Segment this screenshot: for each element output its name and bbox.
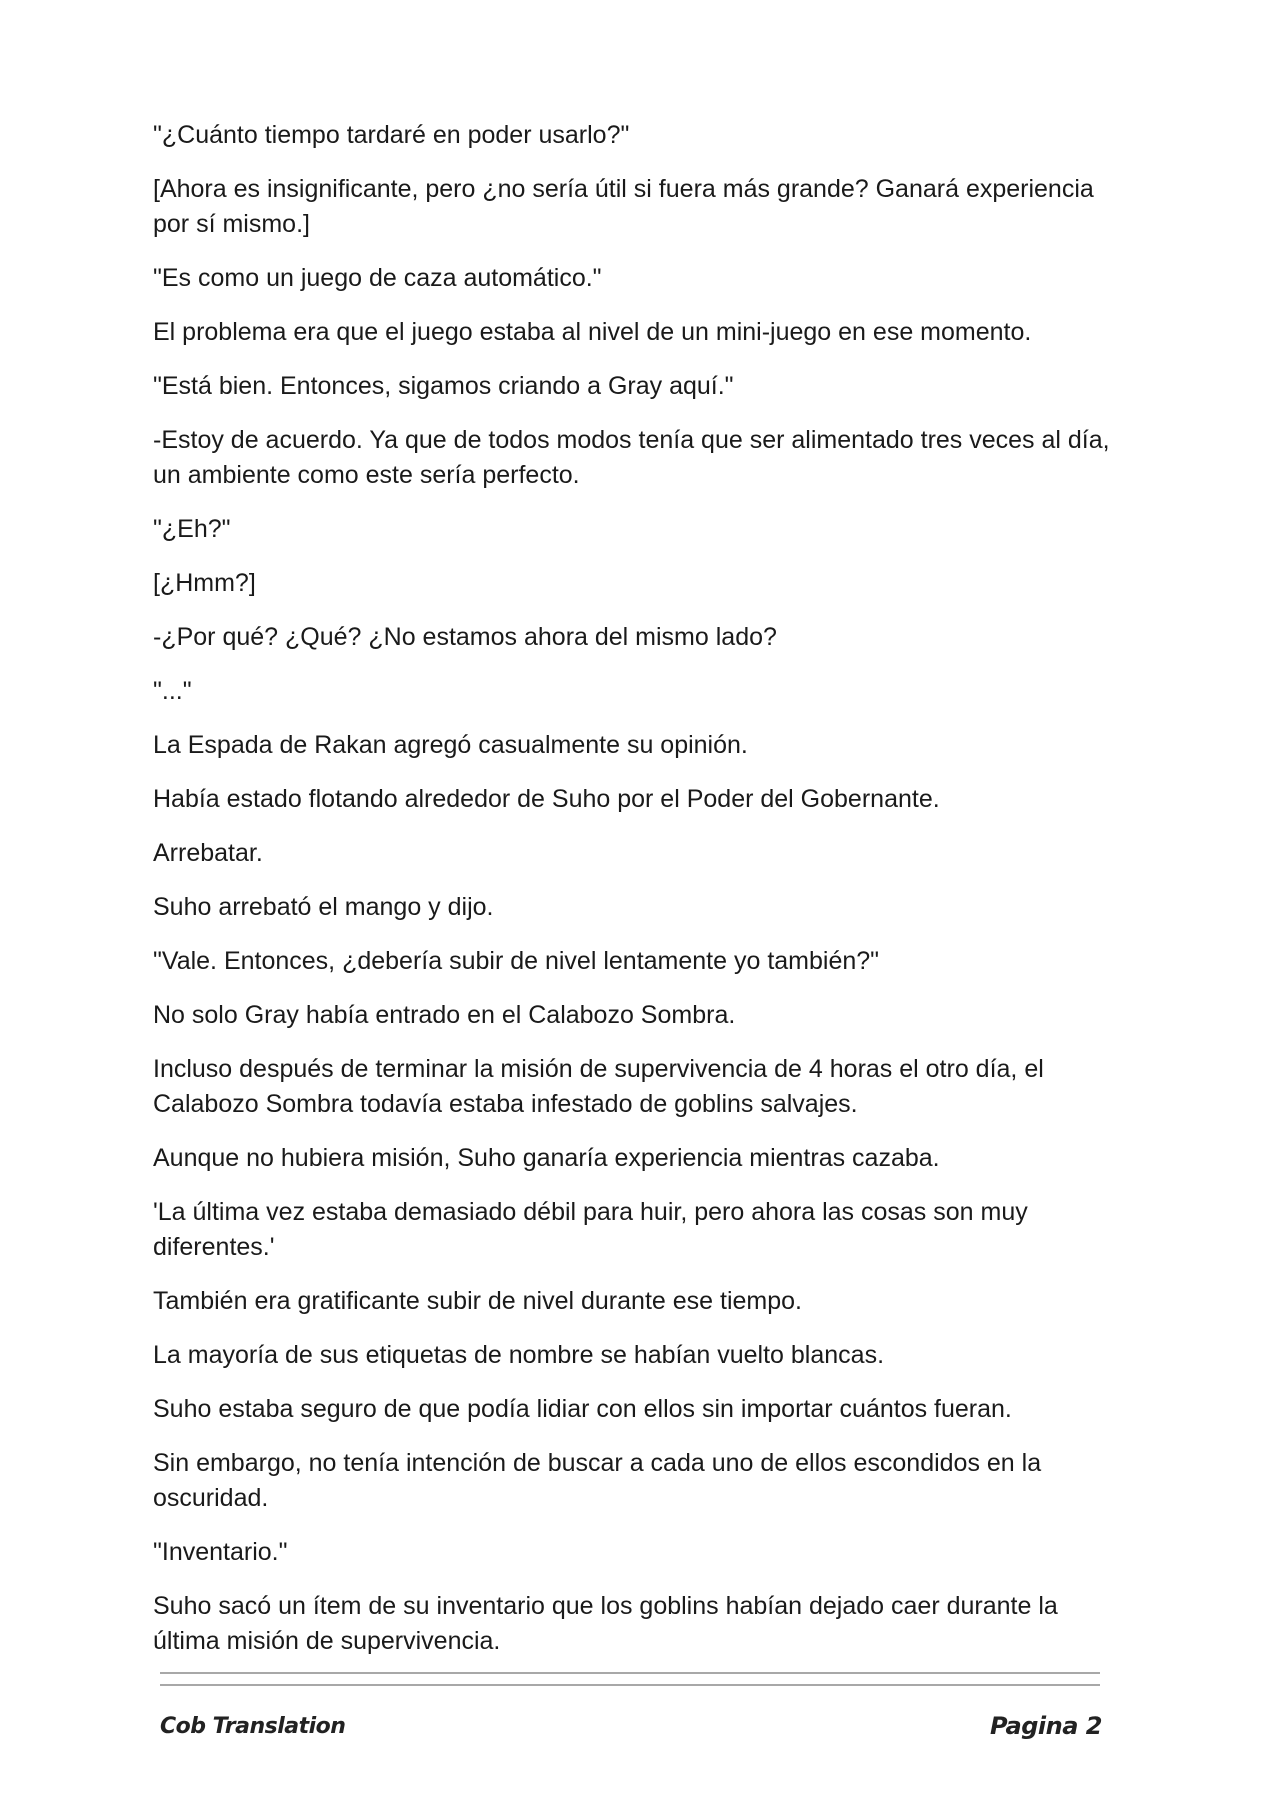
paragraph: "Es como un juego de caza automático."	[153, 264, 602, 292]
paragraph: "..."	[153, 677, 192, 705]
page-number: Pagina 2	[990, 1712, 1102, 1740]
paragraph: Arrebatar.	[153, 839, 263, 867]
paragraph: No solo Gray había entrado en el Calabozo Sombra.	[153, 1001, 736, 1029]
paragraph: La mayoría de sus etiquetas de nombre se habían vuelto blancas.	[153, 1341, 885, 1369]
paragraph: Aunque no hubiera misión, Suho ganaría experiencia mientras cazaba.	[153, 1144, 940, 1172]
paragraph: Incluso después de terminar la misión de supervivencia de 4 horas el otro día, el Calabozo Sombra todavía estaba infestado de goblins salvajes.	[153, 1055, 1044, 1118]
paragraph: El problema era que el juego estaba al nivel de un mini-juego en ese momento.	[153, 318, 1032, 346]
paragraph: "Inventario."	[153, 1538, 288, 1566]
paragraph: -Estoy de acuerdo. Ya que de todos modos tenía que ser alimentado tres veces al día, un ambiente como este sería perfecto.	[153, 426, 1110, 489]
paragraph: [Ahora es insignificante, pero ¿no sería útil si fuera más grande? Ganará experiencia por sí mismo.]	[153, 175, 1094, 238]
paragraph: "Está bien. Entonces, sigamos criando a Gray aquí."	[153, 372, 734, 400]
paragraph: Suho sacó un ítem de su inventario que los goblins habían dejado caer durante la última misión de supervivencia.	[153, 1592, 1058, 1655]
paragraph: También era gratificante subir de nivel durante ese tiempo.	[153, 1287, 802, 1315]
paragraph: La Espada de Rakan agregó casualmente su opinión.	[153, 731, 748, 759]
paragraph: Suho arrebató el mango y dijo.	[153, 893, 494, 921]
paragraph: -¿Por qué? ¿Qué? ¿No estamos ahora del mismo lado?	[153, 623, 777, 651]
paragraph: Había estado flotando alrededor de Suho por el Poder del Gobernante.	[153, 785, 940, 813]
paragraph: "Vale. Entonces, ¿debería subir de nivel lentamente yo también?"	[153, 947, 880, 975]
footer-divider-bottom	[160, 1684, 1100, 1686]
paragraph: 'La última vez estaba demasiado débil para huir, pero ahora las cosas son muy diferentes.'	[153, 1198, 1028, 1261]
paragraph: [¿Hmm?]	[153, 569, 256, 597]
paragraph: "¿Cuánto tiempo tardaré en poder usarlo?"	[153, 121, 630, 149]
paragraph: Suho estaba seguro de que podía lidiar con ellos sin importar cuántos fueran.	[153, 1395, 1012, 1423]
paragraph: "¿Eh?"	[153, 515, 231, 543]
paragraph: Sin embargo, no tenía intención de buscar a cada uno de ellos escondidos en la oscuridad.	[153, 1449, 1042, 1512]
footer-divider-top	[160, 1672, 1100, 1674]
footer-credit: Cob Translation	[160, 1714, 346, 1739]
body-text	[153, 118, 1113, 1678]
